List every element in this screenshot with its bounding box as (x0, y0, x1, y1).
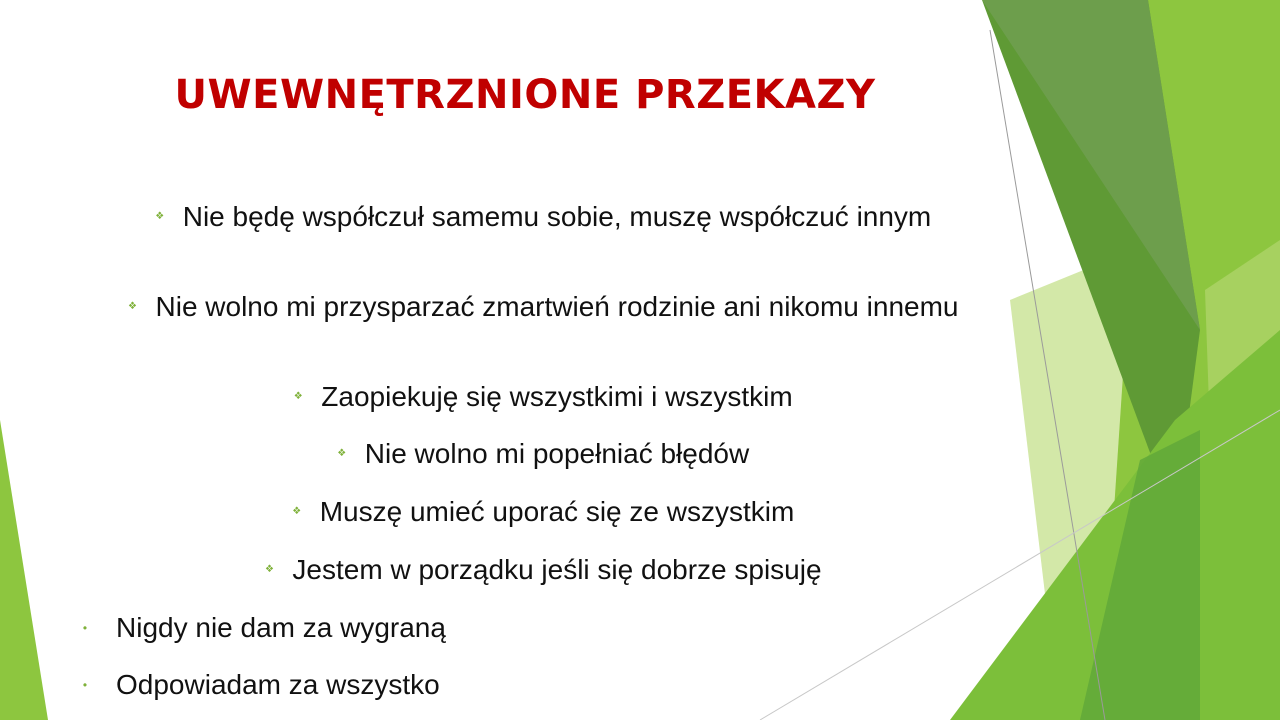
list-item (40, 553, 1040, 587)
list-item-text: Zaopiekuję się wszystkimi i wszystkim (321, 381, 793, 412)
list-item (40, 200, 1040, 234)
list-item-text: Jestem w porządku jeśli się dobrze spisuję (292, 554, 822, 585)
slide-title: UWEWNĘTRZNIONE PRZEKAZY (174, 72, 876, 118)
dot-bullet-icon: • (82, 678, 88, 692)
diamond-bullet-icon: ❖ (293, 391, 303, 402)
list-item (80, 668, 980, 702)
diamond-bullet-icon: ❖ (337, 448, 347, 459)
list-item (80, 611, 980, 645)
dot-bullet-icon: • (82, 621, 88, 635)
diamond-bullet-icon: ❖ (128, 301, 137, 312)
diamond-bullet-icon: ❖ (264, 564, 274, 575)
diamond-bullet-icon: ❖ (155, 211, 165, 222)
list-item (40, 495, 1040, 529)
list-item (40, 290, 1040, 324)
list-item-text: Nie wolno mi przysparzać zmartwień rodzinie ani nikomu innemu (155, 291, 959, 322)
list-item-text: Nie będę współczuł samemu sobie, muszę współczuć innym (182, 201, 932, 232)
list-item-text: Odpowiadam za wszystko (116, 669, 440, 700)
list-item (40, 380, 1040, 414)
diamond-bullet-icon: ❖ (292, 506, 302, 517)
list-item-text: Nie wolno mi popełniać błędów (364, 438, 750, 469)
list-item-text: Nigdy nie dam za wygraną (116, 612, 446, 643)
list-item (40, 437, 1040, 471)
list-item-text: Muszę umieć uporać się ze wszystkim (319, 496, 795, 527)
